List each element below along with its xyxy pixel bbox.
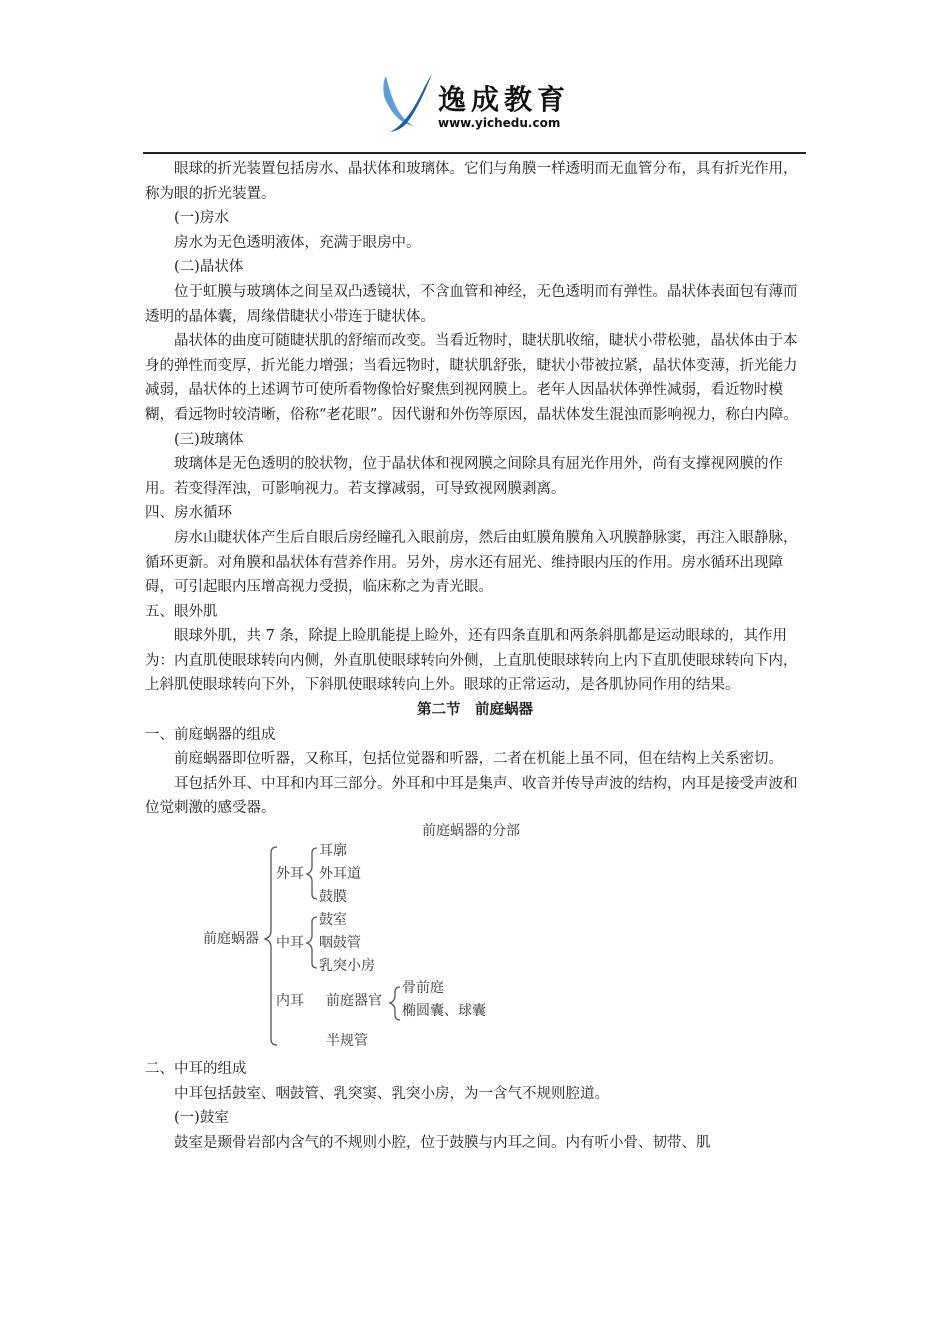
middle-ear-label: 中耳 bbox=[276, 935, 304, 952]
diagram-root: 前庭蜗器 bbox=[203, 931, 259, 948]
outer-ear-item: 外耳道 bbox=[319, 866, 361, 883]
inner-ear-label: 内耳 bbox=[276, 993, 304, 1010]
section-title: 第二节 前庭蜗器 bbox=[417, 702, 533, 719]
header-rule bbox=[143, 152, 806, 154]
vestibular-item: 骨前庭 bbox=[402, 980, 444, 997]
subheading: (一)鼓室 bbox=[174, 1110, 229, 1127]
paragraph: 鼓室是颞骨岩部内含气的不规则小腔，位于鼓膜与内耳之间。内有听小骨、韧带、肌 bbox=[174, 1134, 711, 1151]
heading: 二、中耳的组成 bbox=[145, 1061, 247, 1078]
subheading: (三)玻璃体 bbox=[174, 431, 244, 448]
logo bbox=[380, 72, 580, 134]
logo-swoosh-icon bbox=[380, 72, 436, 134]
middle-ear-item: 乳突小房 bbox=[319, 958, 375, 975]
paragraph: 眼球的折光装置包括房水、晶状体和玻璃体。它们与角膜一样透明而无血管分布，具有折光作用，称为眼的折光装置。 bbox=[145, 161, 798, 202]
subheading: (一)房水 bbox=[174, 210, 229, 227]
subheading: (二)晶状体 bbox=[174, 259, 244, 276]
paragraph: 前庭蜗器即位听器，又称耳，包括位觉器和听器，二者在机能上虽不同，但在结构上关系密切。 bbox=[174, 751, 783, 768]
outer-ear-item: 鼓膜 bbox=[319, 889, 347, 906]
heading: 五、眼外肌 bbox=[145, 603, 218, 620]
middle-ear-item: 咽鼓管 bbox=[319, 935, 361, 952]
vestibular-item: 椭圆囊、球囊 bbox=[402, 1003, 486, 1020]
paragraph: 玻璃体是无色透明的胶状物，位于晶状体和视网膜之间除具有屈光作用外，尚有支撑视网膜的作用。若变得浑浊，可影响视力。若支撑减弱，可导致视网膜剥离。 bbox=[145, 456, 783, 497]
paragraph: 中耳包括鼓室、咽鼓管、乳突窦、乳突小房，为一含气不规则腔道。 bbox=[174, 1085, 609, 1102]
heading: 一、前庭蜗器的组成 bbox=[145, 726, 276, 743]
heading: 四、房水循环 bbox=[145, 505, 232, 522]
outer-ear-label: 外耳 bbox=[276, 866, 304, 883]
middle-ear-item: 鼓室 bbox=[319, 912, 347, 929]
paragraph: 眼球外肌，共 7 条，除提上睑肌能提上睑外，还有四条直肌和两条斜肌都是运动眼球的，其作用为：内直肌使眼球转向内侧，外直肌使眼球转向外侧，上直肌使眼球转向上内下直肌使眼球转向下内，上斜肌使眼球转向下外，下斜肌使眼球转向上外。眼球的正常运动，是各肌协同作用的结果。 bbox=[145, 628, 798, 694]
logo-url: www.yichedu.com bbox=[438, 116, 561, 130]
semicircular-canal-label: 半规管 bbox=[326, 1033, 368, 1050]
paragraph: 晶状体的曲度可随睫状肌的舒缩而改变。当看近物时，睫状肌收缩，睫状小带松驰，晶状体由于本身的弹性而变厚，折光能力增强；当看远物时，睫状肌舒张，睫状小带被拉紧，晶状体变薄，折光能力减弱，晶状体的上述调节可使所看物像恰好聚焦到视网膜上。老年人因晶状体弹性减弱，看近物时模糊，看远物时较清晰，俗称“老花眼”。因代谢和外伤等原因，晶状体发生混浊而影响视力，称白内障。 bbox=[145, 333, 798, 423]
diagram-title: 前庭蜗器的分部 bbox=[422, 823, 520, 840]
vestibular-organ-label: 前庭器官 bbox=[326, 993, 382, 1010]
document-body bbox=[145, 157, 805, 1155]
paragraph: 位于虹膜与玻璃体之间呈双凸透镜状，不含血管和神经，无色透明而有弹性。晶状体表面包有薄而透明的晶体囊，周缘借睫状小带连于睫状体。 bbox=[145, 283, 798, 325]
logo-title: 逸成教育 bbox=[438, 83, 571, 116]
paragraph: 房水山睫状体产生后自眼后房经瞳孔入眼前房，然后由虹膜角膜角入巩膜静脉窦，再注入眼静脉，循环更新。对角膜和晶状体有营养作用。另外，房水还有屈光、维持眼内压的作用。房水循环出现障碍，可引起眼内压增高视力受损，临床称之为青光眼。 bbox=[145, 529, 798, 596]
outer-ear-item: 耳廓 bbox=[319, 843, 347, 860]
ear-structure-diagram bbox=[145, 821, 805, 1057]
paragraph: 耳包括外耳、中耳和内耳三部分。外耳和中耳是集声、收音并传导声波的结构，内耳是接受声波和位觉刺激的感受器。 bbox=[145, 775, 798, 817]
paragraph: 房水为无色透明液体，充满于眼房中。 bbox=[174, 234, 421, 251]
